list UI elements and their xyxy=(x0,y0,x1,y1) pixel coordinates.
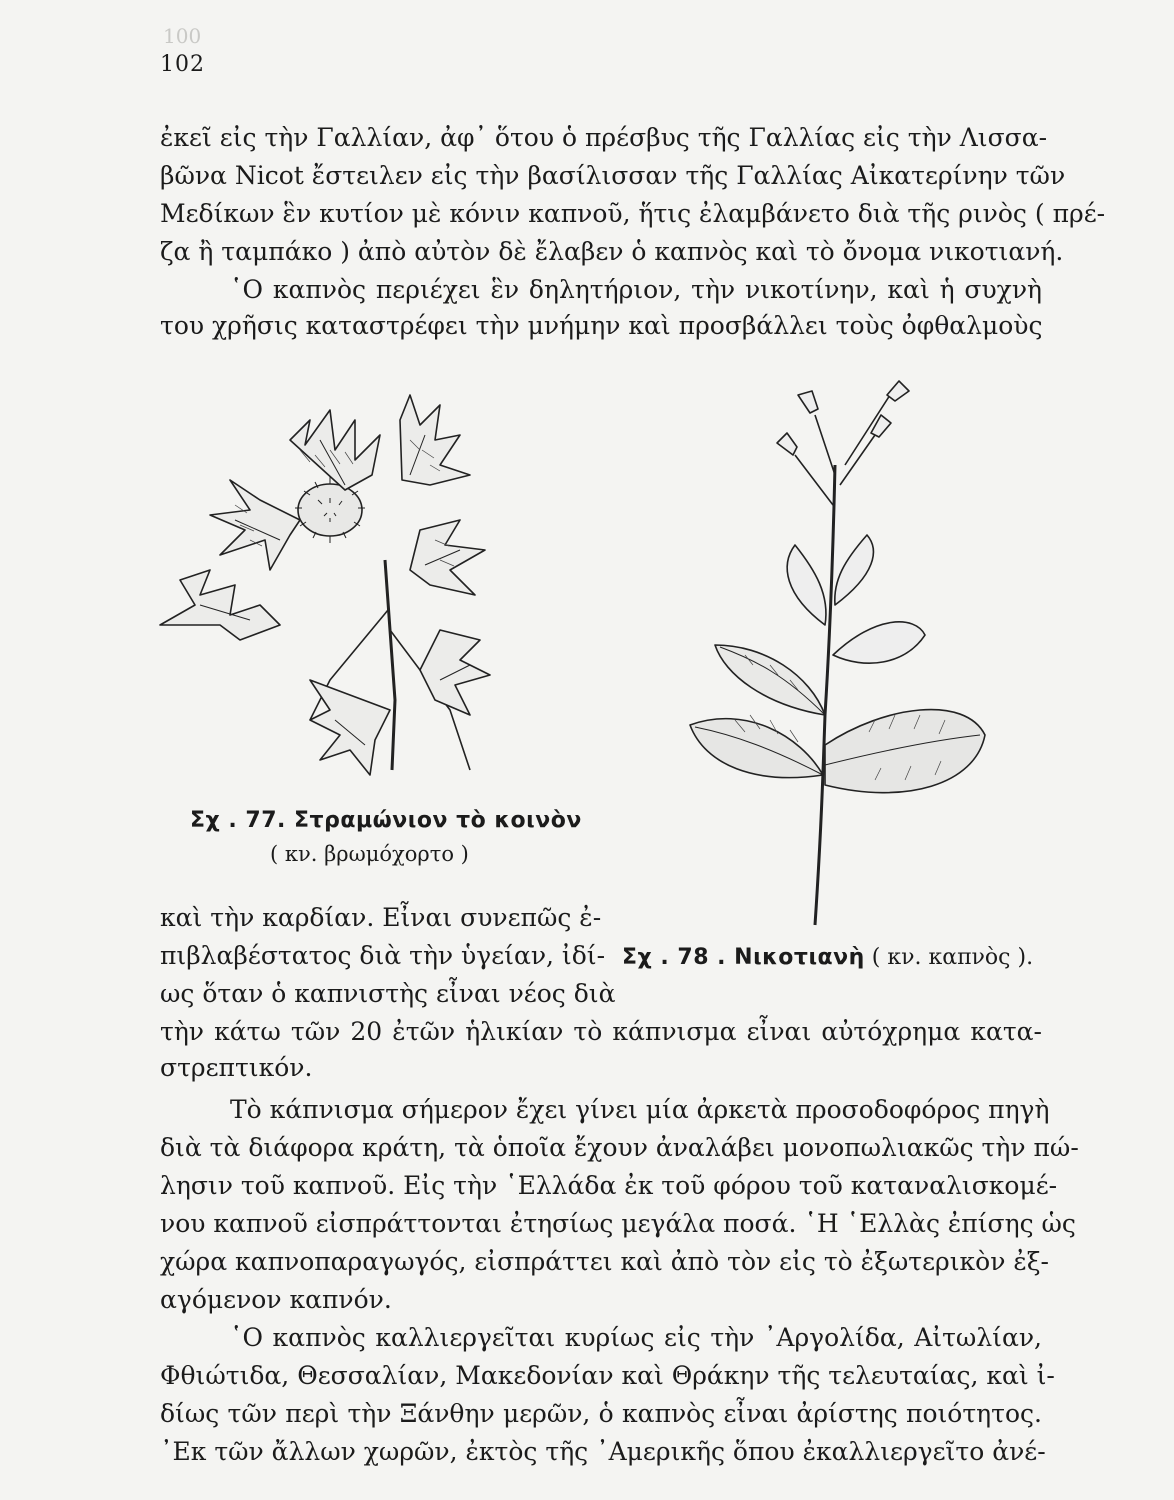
text-line: βῶνα Nicot ἔστειλεν εἰς τὴν βασίλισσαν τῆς Γαλλίας Αἰκατερίνην τῶν xyxy=(160,161,1066,190)
text-line: στρεπτικόν. xyxy=(160,1053,313,1082)
text-line: αγόμενον καπνόν. xyxy=(160,1285,392,1314)
figure-78-caption: Σχ . 78 . Νικοτιανὴ ( κν. καπνὸς ). xyxy=(622,945,1034,970)
text-line: ἐκεῖ εἰς τὴν Γαλλίαν, ἀφ᾽ ὅτου ὁ πρέσβυς τῆς Γαλλίας εἰς τὴν Λισσα- xyxy=(160,123,1048,152)
tobacco-illustration xyxy=(675,375,1015,935)
text-line: ῾Ο καπνὸς περιέχει ἓν δηλητήριον, τὴν νικοτίνην, καὶ ἡ συχνὴ xyxy=(230,275,1042,304)
text-line: λησιν τοῦ καπνοῦ. Εἰς τὴν ῾Ελλάδα ἐκ τοῦ φόρου τοῦ καταναλισκομέ- xyxy=(160,1171,1058,1200)
text-line: Μεδίκων ἓν κυτίον μὲ κόνιν καπνοῦ, ἥτις ἐλαμβάνετο διὰ τῆς ρινὸς ( πρέ- xyxy=(160,199,1106,228)
text-line: χώρα καπνοπαραγωγός, εἰσπράττει καὶ ἀπὸ τὸν εἰς τὸ ἐξωτερικὸν ἐξ- xyxy=(160,1247,1049,1276)
page-number: 102 xyxy=(160,52,205,77)
text-line: καὶ τὴν καρδίαν. Εἶναι συνεπῶς ἐ- xyxy=(160,903,602,932)
text-line: νου καπνοῦ εἰσπράττονται ἐτησίως μεγάλα ποσά. ῾Η ῾Ελλὰς ἐπίσης ὡς xyxy=(160,1209,1076,1238)
text-line: δίως τῶν περὶ τὴν Ξάνθην μερῶν, ὁ καπνὸς εἶναι ἀρίστης ποιότητος. xyxy=(160,1399,1042,1428)
text-line: Φθιώτιδα, Θεσσαλίαν, Μακεδονίαν καὶ Θράκην τῆς τελευταίας, καὶ ἰ- xyxy=(160,1361,1055,1390)
text-line: ῾Ο καπνὸς καλλιεργεῖται κυρίως εἰς τὴν ᾽Αργολίδα, Αἰτωλίαν, xyxy=(230,1323,1042,1352)
figure-77-caption: Σχ . 77. Στραμώνιον τὸ κοινὸν xyxy=(190,808,582,833)
text-line: ως ὅταν ὁ καπνιστὴς εἶναι νέος διὰ xyxy=(160,979,616,1008)
text-line: του χρῆσις καταστρέφει τὴν μνήμην καὶ προσβάλλει τοὺς ὀφθαλμοὺς xyxy=(160,311,1043,340)
text-line: ᾽Εκ τῶν ἄλλων χωρῶν, ἐκτὸς τῆς ᾽Αμερικῆς ὅπου ἐκαλλιεργεῖτο ἀνέ- xyxy=(160,1437,1046,1466)
figure-77-subcaption: ( κν. βρωμόχορτο ) xyxy=(270,842,469,866)
text-line: τὴν κάτω τῶν 20 ἐτῶν ἡλικίαν τὸ κάπνισμα εἶναι αὐτόχρημα κατα- xyxy=(160,1017,1042,1046)
bleed-through-page-number: 100 xyxy=(163,24,202,48)
text-line: διὰ τὰ διάφορα κράτη, τὰ ὁποῖα ἔχουν ἀναλάβει μονοπωλιακῶς τὴν πώ- xyxy=(160,1133,1079,1162)
text-line: πιβλαβέστατος διὰ τὴν ὑγείαν, ἰδί- xyxy=(160,941,606,970)
datura-illustration xyxy=(140,380,500,800)
text-line: Τὸ κάπνισμα σήμερον ἔχει γίνει μία ἀρκετὰ προσοδοφόρος πηγὴ xyxy=(230,1095,1050,1124)
text-line: ζα ἢ ταμπάκο ) ἀπὸ αὐτὸν δὲ ἔλαβεν ὁ καπνὸς καὶ τὸ ὄνομα νικοτιανή. xyxy=(160,237,1064,266)
